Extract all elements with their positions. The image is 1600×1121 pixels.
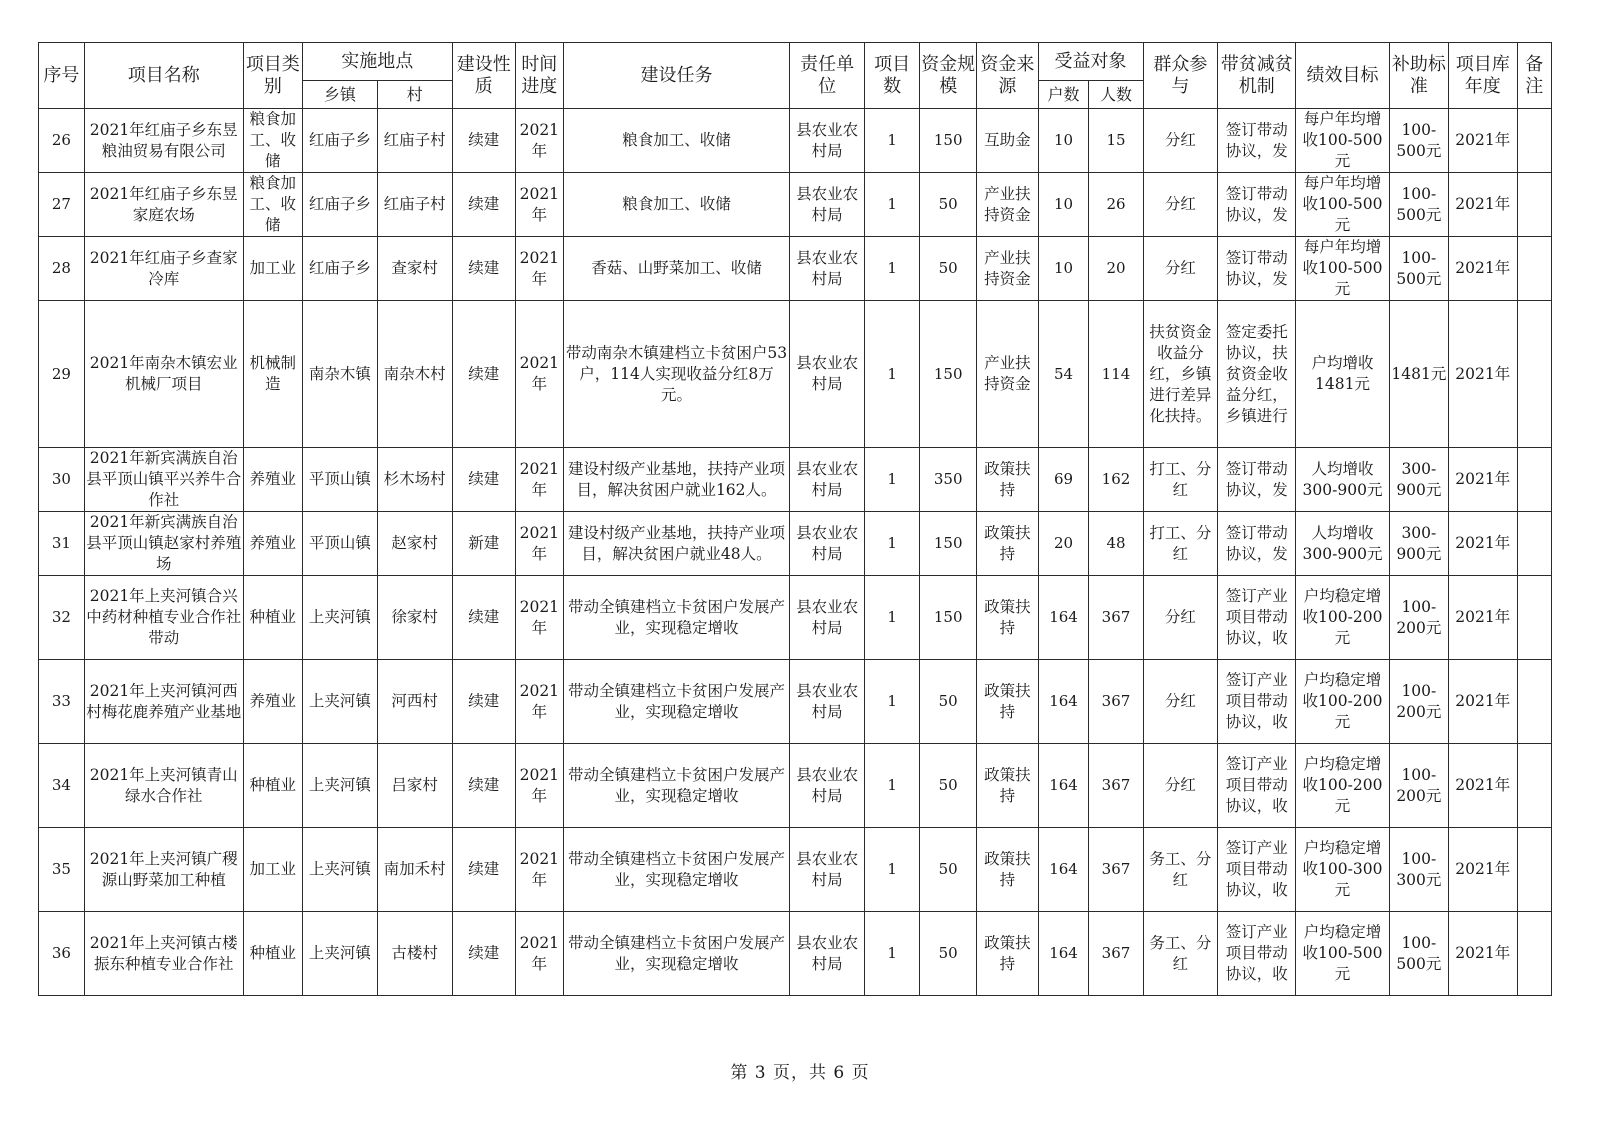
cell-village: 南加禾村 <box>377 828 452 912</box>
table-row <box>39 301 1552 448</box>
cell-town: 上夹河镇 <box>302 912 377 996</box>
cell-schedule: 2021年 <box>515 109 563 173</box>
cell-name: 2021年新宾满族自治县平顶山镇平兴养牛合作社 <box>84 448 243 512</box>
cell-source: 政策扶持 <box>977 448 1038 512</box>
cell-remark <box>1517 828 1551 912</box>
cell-schedule: 2021年 <box>515 173 563 237</box>
cell-town: 上夹河镇 <box>302 828 377 912</box>
cell-schedule: 2021年 <box>515 660 563 744</box>
cell-goal: 人均增收300-900元 <box>1296 512 1390 576</box>
header-count: 项目数 <box>865 43 920 109</box>
cell-goal: 人均增收300-900元 <box>1296 448 1390 512</box>
cell-mechanism: 签订带动协议，发 <box>1218 448 1296 512</box>
page-footer: 第 3 页，共 6 页 <box>730 1063 870 1083</box>
cell-participation: 分红 <box>1143 173 1218 237</box>
cell-mechanism: 签订产业项目带动协议，收 <box>1218 912 1296 996</box>
cell-mechanism: 签订产业项目带动协议，收 <box>1218 660 1296 744</box>
cell-standard: 1481元 <box>1389 301 1448 448</box>
cell-task: 粮食加工、收储 <box>563 109 790 173</box>
cell-count: 1 <box>865 828 920 912</box>
cell-unit: 县农业农村局 <box>790 828 865 912</box>
cell-year: 2021年 <box>1448 109 1517 173</box>
header-persons: 人数 <box>1089 81 1143 109</box>
cell-category: 粮食加工、收储 <box>243 109 302 173</box>
cell-village: 南杂木村 <box>377 301 452 448</box>
cell-count: 1 <box>865 173 920 237</box>
cell-name: 2021年上夹河镇青山绿水合作社 <box>84 744 243 828</box>
cell-households: 164 <box>1038 744 1089 828</box>
cell-village: 红庙子村 <box>377 109 452 173</box>
cell-year: 2021年 <box>1448 448 1517 512</box>
cell-mechanism: 签订产业项目带动协议，收 <box>1218 828 1296 912</box>
cell-remark <box>1517 448 1551 512</box>
cell-nature: 续建 <box>452 912 515 996</box>
cell-name: 2021年南杂木镇宏业机械厂项目 <box>84 301 243 448</box>
cell-seq: 30 <box>39 448 85 512</box>
cell-town: 平顶山镇 <box>302 448 377 512</box>
cell-town: 南杂木镇 <box>302 301 377 448</box>
cell-goal: 户均稳定增收100-200元 <box>1296 744 1390 828</box>
cell-source: 政策扶持 <box>977 744 1038 828</box>
cell-category: 加工业 <box>243 237 302 301</box>
cell-source: 政策扶持 <box>977 512 1038 576</box>
cell-standard: 100-500元 <box>1389 109 1448 173</box>
table-row <box>39 237 1552 301</box>
cell-households: 164 <box>1038 828 1089 912</box>
cell-mechanism: 签订带动协议，发 <box>1218 109 1296 173</box>
cell-category: 种植业 <box>243 912 302 996</box>
cell-mechanism: 签订带动协议，发 <box>1218 237 1296 301</box>
cell-fund: 50 <box>920 173 977 237</box>
cell-unit: 县农业农村局 <box>790 237 865 301</box>
table-row <box>39 660 1552 744</box>
cell-count: 1 <box>865 237 920 301</box>
cell-remark <box>1517 173 1551 237</box>
cell-village: 杉木场村 <box>377 448 452 512</box>
cell-year: 2021年 <box>1448 912 1517 996</box>
cell-village: 徐家村 <box>377 576 452 660</box>
cell-schedule: 2021年 <box>515 828 563 912</box>
cell-schedule: 2021年 <box>515 448 563 512</box>
cell-seq: 27 <box>39 173 85 237</box>
cell-count: 1 <box>865 576 920 660</box>
cell-participation: 打工、分红 <box>1143 512 1218 576</box>
cell-fund: 50 <box>920 237 977 301</box>
cell-remark <box>1517 660 1551 744</box>
cell-nature: 续建 <box>452 173 515 237</box>
cell-category: 种植业 <box>243 576 302 660</box>
cell-name: 2021年红庙子乡东昱粮油贸易有限公司 <box>84 109 243 173</box>
project-table <box>38 42 1552 996</box>
cell-households: 69 <box>1038 448 1089 512</box>
cell-count: 1 <box>865 448 920 512</box>
cell-remark <box>1517 109 1551 173</box>
cell-remark <box>1517 512 1551 576</box>
cell-persons: 26 <box>1089 173 1143 237</box>
cell-nature: 续建 <box>452 744 515 828</box>
cell-count: 1 <box>865 512 920 576</box>
cell-standard: 100-300元 <box>1389 828 1448 912</box>
cell-seq: 31 <box>39 512 85 576</box>
cell-nature: 续建 <box>452 237 515 301</box>
cell-source: 政策扶持 <box>977 660 1038 744</box>
cell-persons: 367 <box>1089 744 1143 828</box>
table-row <box>39 744 1552 828</box>
cell-persons: 367 <box>1089 660 1143 744</box>
cell-year: 2021年 <box>1448 744 1517 828</box>
cell-persons: 367 <box>1089 576 1143 660</box>
header-fund-source: 资金来源 <box>977 43 1038 109</box>
cell-category: 养殖业 <box>243 512 302 576</box>
header-goal: 绩效目标 <box>1296 43 1390 109</box>
cell-name: 2021年红庙子乡查家冷库 <box>84 237 243 301</box>
cell-goal: 户均稳定增收100-200元 <box>1296 576 1390 660</box>
cell-goal: 每户年均增收100-500元 <box>1296 109 1390 173</box>
cell-participation: 分红 <box>1143 660 1218 744</box>
cell-task: 香菇、山野菜加工、收储 <box>563 237 790 301</box>
cell-schedule: 2021年 <box>515 744 563 828</box>
cell-persons: 114 <box>1089 301 1143 448</box>
cell-category: 养殖业 <box>243 448 302 512</box>
cell-remark <box>1517 576 1551 660</box>
cell-unit: 县农业农村局 <box>790 660 865 744</box>
header-standard: 补助标准 <box>1389 43 1448 109</box>
cell-goal: 每户年均增收100-500元 <box>1296 237 1390 301</box>
cell-remark <box>1517 301 1551 448</box>
cell-participation: 扶贫资金收益分红，乡镇进行差异化扶持。 <box>1143 301 1218 448</box>
cell-nature: 续建 <box>452 448 515 512</box>
cell-year: 2021年 <box>1448 237 1517 301</box>
cell-count: 1 <box>865 744 920 828</box>
cell-year: 2021年 <box>1448 301 1517 448</box>
header-mechanism: 带贫减贫机制 <box>1218 43 1296 109</box>
cell-standard: 100-500元 <box>1389 173 1448 237</box>
cell-source: 产业扶持资金 <box>977 237 1038 301</box>
cell-unit: 县农业农村局 <box>790 448 865 512</box>
cell-households: 164 <box>1038 912 1089 996</box>
cell-source: 产业扶持资金 <box>977 301 1038 448</box>
cell-nature: 续建 <box>452 828 515 912</box>
cell-persons: 367 <box>1089 912 1143 996</box>
table-row <box>39 173 1552 237</box>
table-row <box>39 512 1552 576</box>
table-row <box>39 912 1552 996</box>
cell-schedule: 2021年 <box>515 512 563 576</box>
cell-standard: 300-900元 <box>1389 512 1448 576</box>
cell-year: 2021年 <box>1448 660 1517 744</box>
cell-village: 河西村 <box>377 660 452 744</box>
cell-task: 粮食加工、收储 <box>563 173 790 237</box>
cell-nature: 续建 <box>452 301 515 448</box>
cell-fund: 50 <box>920 744 977 828</box>
header-beneficiary: 受益对象 <box>1038 43 1143 81</box>
cell-town: 红庙子乡 <box>302 237 377 301</box>
header-category: 项目类别 <box>243 43 302 109</box>
cell-participation: 务工、分红 <box>1143 912 1218 996</box>
header-participation: 群众参与 <box>1143 43 1218 109</box>
cell-standard: 100-500元 <box>1389 237 1448 301</box>
cell-name: 2021年新宾满族自治县平顶山镇赵家村养殖场 <box>84 512 243 576</box>
cell-households: 164 <box>1038 660 1089 744</box>
cell-category: 机械制造 <box>243 301 302 448</box>
cell-town: 平顶山镇 <box>302 512 377 576</box>
cell-remark <box>1517 744 1551 828</box>
cell-households: 54 <box>1038 301 1089 448</box>
header-year: 项目库年度 <box>1448 43 1517 109</box>
header-location: 实施地点 <box>302 43 452 81</box>
cell-participation: 分红 <box>1143 744 1218 828</box>
cell-task: 带动全镇建档立卡贫困户发展产业，实现稳定增收 <box>563 912 790 996</box>
cell-seq: 29 <box>39 301 85 448</box>
cell-unit: 县农业农村局 <box>790 301 865 448</box>
header-seq: 序号 <box>39 43 85 109</box>
cell-unit: 县农业农村局 <box>790 512 865 576</box>
cell-year: 2021年 <box>1448 512 1517 576</box>
cell-name: 2021年上夹河镇古楼振东种植专业合作社 <box>84 912 243 996</box>
cell-households: 164 <box>1038 576 1089 660</box>
cell-participation: 分红 <box>1143 237 1218 301</box>
table-row <box>39 448 1552 512</box>
cell-category: 加工业 <box>243 828 302 912</box>
cell-schedule: 2021年 <box>515 237 563 301</box>
header-nature: 建设性质 <box>452 43 515 109</box>
cell-name: 2021年上夹河镇河西村梅花鹿养殖产业基地 <box>84 660 243 744</box>
cell-source: 政策扶持 <box>977 576 1038 660</box>
cell-persons: 367 <box>1089 828 1143 912</box>
cell-unit: 县农业农村局 <box>790 912 865 996</box>
cell-source: 政策扶持 <box>977 828 1038 912</box>
cell-goal: 每户年均增收100-500元 <box>1296 173 1390 237</box>
cell-fund: 50 <box>920 828 977 912</box>
header-name: 项目名称 <box>84 43 243 109</box>
cell-name: 2021年红庙子乡东昱家庭农场 <box>84 173 243 237</box>
cell-category: 种植业 <box>243 744 302 828</box>
cell-standard: 100-200元 <box>1389 744 1448 828</box>
header-task: 建设任务 <box>563 43 790 109</box>
cell-seq: 35 <box>39 828 85 912</box>
cell-fund: 50 <box>920 660 977 744</box>
cell-count: 1 <box>865 912 920 996</box>
cell-seq: 28 <box>39 237 85 301</box>
cell-seq: 36 <box>39 912 85 996</box>
cell-remark <box>1517 237 1551 301</box>
cell-village: 吕家村 <box>377 744 452 828</box>
cell-households: 10 <box>1038 109 1089 173</box>
cell-persons: 20 <box>1089 237 1143 301</box>
cell-nature: 续建 <box>452 109 515 173</box>
cell-standard: 100-500元 <box>1389 912 1448 996</box>
cell-year: 2021年 <box>1448 576 1517 660</box>
cell-town: 红庙子乡 <box>302 109 377 173</box>
cell-unit: 县农业农村局 <box>790 173 865 237</box>
cell-participation: 分红 <box>1143 109 1218 173</box>
table-row <box>39 828 1552 912</box>
cell-seq: 34 <box>39 744 85 828</box>
header-remark: 备注 <box>1517 43 1551 109</box>
cell-mechanism: 签订产业项目带动协议，收 <box>1218 744 1296 828</box>
cell-mechanism: 签订带动协议，发 <box>1218 512 1296 576</box>
table-row <box>39 109 1552 173</box>
cell-participation: 务工、分红 <box>1143 828 1218 912</box>
cell-category: 粮食加工、收储 <box>243 173 302 237</box>
header-town: 乡镇 <box>302 81 377 109</box>
cell-unit: 县农业农村局 <box>790 109 865 173</box>
cell-village: 古楼村 <box>377 912 452 996</box>
cell-task: 带动南杂木镇建档立卡贫困户53户，114人实现收益分红8万元。 <box>563 301 790 448</box>
cell-year: 2021年 <box>1448 173 1517 237</box>
cell-town: 上夹河镇 <box>302 744 377 828</box>
cell-count: 1 <box>865 109 920 173</box>
cell-town: 上夹河镇 <box>302 660 377 744</box>
cell-persons: 48 <box>1089 512 1143 576</box>
cell-count: 1 <box>865 660 920 744</box>
header-unit: 责任单位 <box>790 43 865 109</box>
cell-town: 红庙子乡 <box>302 173 377 237</box>
cell-schedule: 2021年 <box>515 301 563 448</box>
cell-source: 政策扶持 <box>977 912 1038 996</box>
cell-goal: 户均稳定增收100-200元 <box>1296 660 1390 744</box>
cell-fund: 150 <box>920 301 977 448</box>
cell-standard: 100-200元 <box>1389 660 1448 744</box>
header-fund-scale: 资金规模 <box>920 43 977 109</box>
cell-task: 带动全镇建档立卡贫困户发展产业，实现稳定增收 <box>563 828 790 912</box>
cell-participation: 分红 <box>1143 576 1218 660</box>
cell-persons: 15 <box>1089 109 1143 173</box>
cell-schedule: 2021年 <box>515 576 563 660</box>
header-households: 户数 <box>1038 81 1089 109</box>
cell-households: 10 <box>1038 237 1089 301</box>
cell-fund: 350 <box>920 448 977 512</box>
cell-task: 带动全镇建档立卡贫困户发展产业，实现稳定增收 <box>563 744 790 828</box>
cell-unit: 县农业农村局 <box>790 744 865 828</box>
cell-schedule: 2021年 <box>515 912 563 996</box>
cell-town: 上夹河镇 <box>302 576 377 660</box>
cell-nature: 续建 <box>452 660 515 744</box>
cell-seq: 26 <box>39 109 85 173</box>
header-village: 村 <box>377 81 452 109</box>
header-schedule: 时间进度 <box>515 43 563 109</box>
cell-task: 建设村级产业基地，扶持产业项目，解决贫困户就业48人。 <box>563 512 790 576</box>
cell-nature: 续建 <box>452 576 515 660</box>
cell-remark <box>1517 912 1551 996</box>
cell-goal: 户均稳定增收100-300元 <box>1296 828 1390 912</box>
cell-name: 2021年上夹河镇广稷源山野菜加工种植 <box>84 828 243 912</box>
cell-fund: 150 <box>920 576 977 660</box>
cell-village: 查家村 <box>377 237 452 301</box>
cell-name: 2021年上夹河镇合兴中药材种植专业合作社带动 <box>84 576 243 660</box>
cell-category: 养殖业 <box>243 660 302 744</box>
cell-households: 20 <box>1038 512 1089 576</box>
cell-task: 建设村级产业基地，扶持产业项目，解决贫困户就业162人。 <box>563 448 790 512</box>
cell-households: 10 <box>1038 173 1089 237</box>
cell-nature: 新建 <box>452 512 515 576</box>
cell-fund: 150 <box>920 512 977 576</box>
cell-standard: 100-200元 <box>1389 576 1448 660</box>
cell-mechanism: 签定委托协议，扶贫资金收益分红，乡镇进行 <box>1218 301 1296 448</box>
cell-fund: 50 <box>920 912 977 996</box>
cell-mechanism: 签订产业项目带动协议，收 <box>1218 576 1296 660</box>
cell-goal: 户均稳定增收100-500元 <box>1296 912 1390 996</box>
cell-village: 红庙子村 <box>377 173 452 237</box>
table-body <box>39 109 1552 996</box>
cell-village: 赵家村 <box>377 512 452 576</box>
cell-task: 带动全镇建档立卡贫困户发展产业，实现稳定增收 <box>563 576 790 660</box>
cell-participation: 打工、分红 <box>1143 448 1218 512</box>
cell-count: 1 <box>865 301 920 448</box>
cell-source: 产业扶持资金 <box>977 173 1038 237</box>
cell-persons: 162 <box>1089 448 1143 512</box>
cell-mechanism: 签订带动协议，发 <box>1218 173 1296 237</box>
cell-fund: 150 <box>920 109 977 173</box>
cell-seq: 32 <box>39 576 85 660</box>
cell-task: 带动全镇建档立卡贫困户发展产业，实现稳定增收 <box>563 660 790 744</box>
cell-seq: 33 <box>39 660 85 744</box>
cell-source: 互助金 <box>977 109 1038 173</box>
cell-year: 2021年 <box>1448 828 1517 912</box>
cell-unit: 县农业农村局 <box>790 576 865 660</box>
cell-goal: 户均增收1481元 <box>1296 301 1390 448</box>
cell-standard: 300-900元 <box>1389 448 1448 512</box>
table-row <box>39 576 1552 660</box>
